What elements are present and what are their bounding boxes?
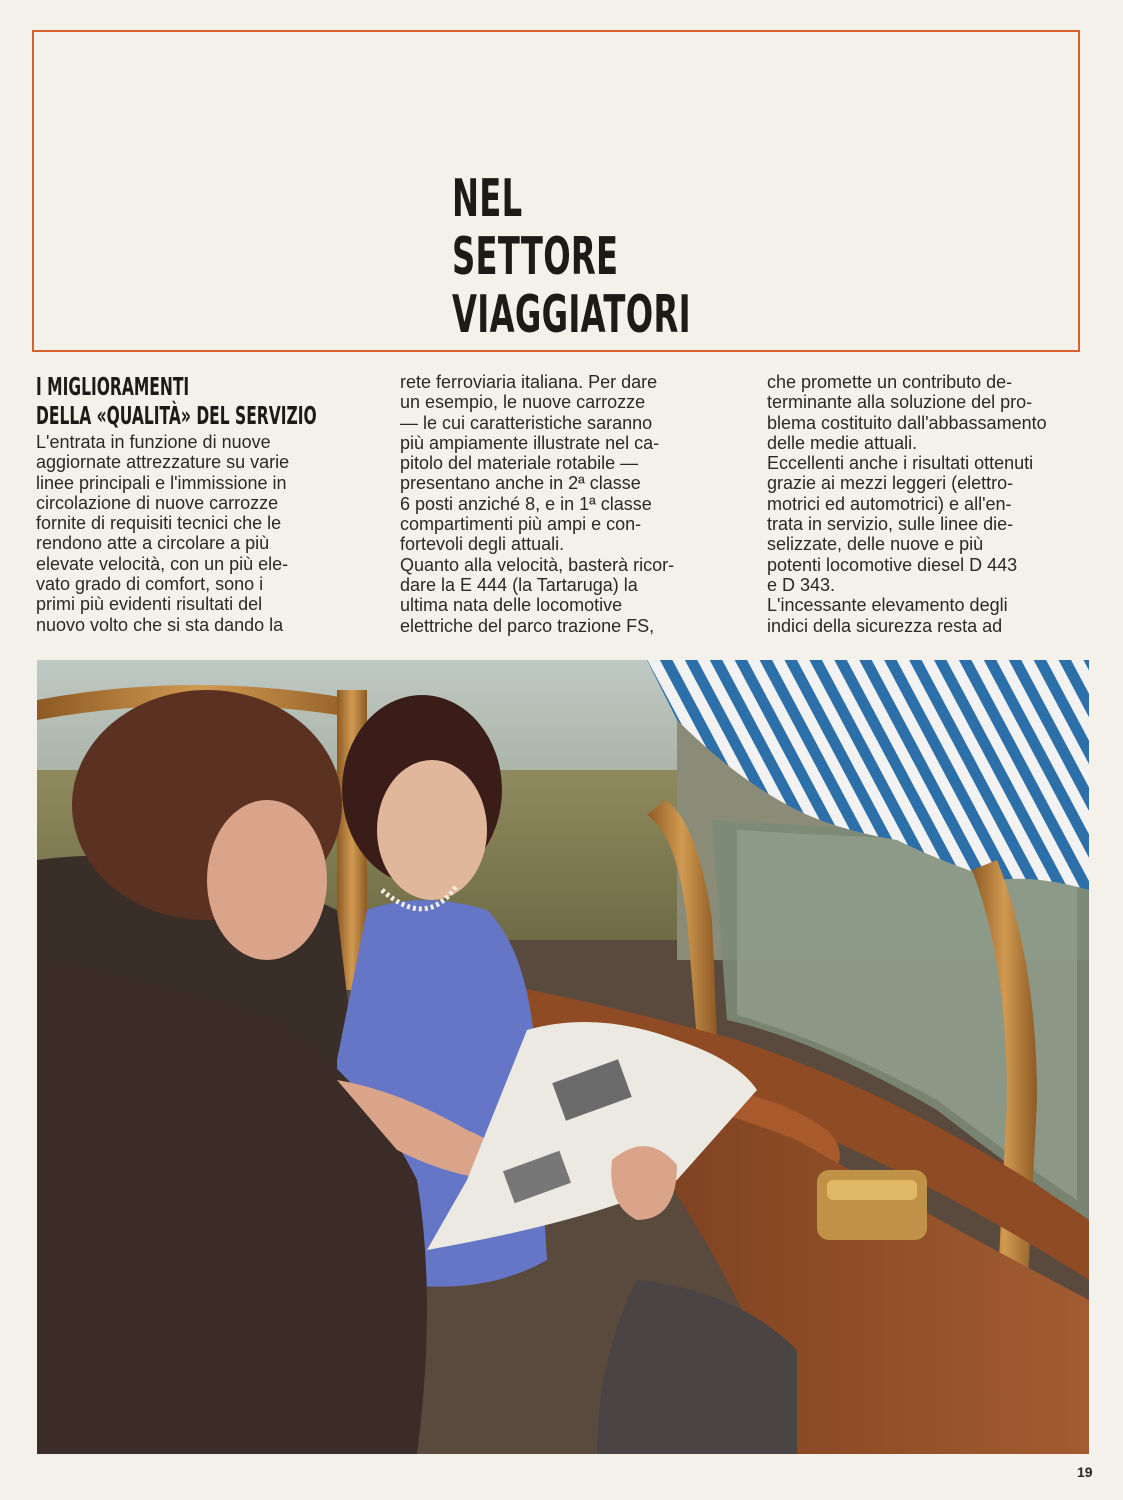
text-line: delle medie attuali. xyxy=(767,432,918,453)
text-line: Eccellenti anche i risultati ottenuti xyxy=(767,453,1034,474)
text-line: potenti locomotive diesel D 443 xyxy=(767,554,1018,575)
subhead-line-1: I MIGLIORAMENTI xyxy=(36,372,190,401)
text-line: terminante alla soluzione del pro- xyxy=(767,392,1033,413)
text-line: compartimenti più ampi e con- xyxy=(400,514,642,535)
text-line: primi più evidenti risultati del xyxy=(36,594,263,615)
text-line: — le cui caratteristiche saranno xyxy=(400,412,653,433)
text-line: fornite di requisiti tecnici che le xyxy=(36,513,282,534)
text-line: nuovo volto che si sta dando la xyxy=(36,614,284,635)
article-column-2 xyxy=(400,372,712,636)
text-line: che promette un contributo de- xyxy=(767,372,1013,392)
text-line: Quanto alla velocità, basterà ricor- xyxy=(400,554,675,575)
text-line: motrici ed automotrici) e all'en- xyxy=(767,493,1012,514)
text-line: trata in servizio, sulle linee die- xyxy=(767,514,1014,535)
text-line: presentano anche in 2ª classe xyxy=(400,473,641,494)
article-column-1 xyxy=(36,372,348,635)
text-line: aggiornate attrezzature su varie xyxy=(36,452,290,473)
article-column-3 xyxy=(767,372,1079,636)
text-line: fortevoli degli attuali. xyxy=(400,534,565,555)
text-line: L'entrata in funzione di nuove xyxy=(36,432,271,452)
text-line: e D 343. xyxy=(767,574,836,595)
page-title xyxy=(452,170,691,344)
text-line: selizzate, delle nuove e più xyxy=(767,534,984,555)
subhead-line-2: DELLA «QUALITÀ» DEL SERVIZIO xyxy=(36,401,317,430)
text-line: vato grado di comfort, sono i xyxy=(36,574,264,595)
text-line: ultima nata delle locomotive xyxy=(400,595,623,616)
text-line: elettriche del parco trazione FS, xyxy=(400,615,655,636)
title-line-3: VIAGGIATORI xyxy=(452,285,691,345)
text-line: dare la E 444 (la Tartaruga) la xyxy=(400,574,638,595)
text-line: rete ferroviaria italiana. Per dare xyxy=(400,372,658,392)
text-line: elevate velocità, con un più ele- xyxy=(36,553,289,574)
page-number: 19 xyxy=(1077,1464,1093,1480)
text-line: circolazione di nuove carrozze xyxy=(36,492,279,513)
text-line: 6 posti anziché 8, e in 1ª classe xyxy=(400,493,652,514)
title-line-2: SETTORE xyxy=(452,227,619,287)
text-line: pitolo del materiale rotabile — xyxy=(400,453,639,474)
text-line: grazie ai mezzi leggeri (elettro- xyxy=(767,473,1014,494)
text-line: un esempio, le nuove carrozze xyxy=(400,392,646,413)
text-line: rendono atte a circolare a più xyxy=(36,533,270,554)
text-line: più ampiamente illustrate nel ca- xyxy=(400,432,660,453)
title-line-1: NEL xyxy=(452,169,523,229)
text-line: linee principali e l'immissione in xyxy=(36,472,287,493)
text-line: indici della sicurezza resta ad xyxy=(767,615,1003,636)
text-line: blema costituito dall'abbassamento xyxy=(767,412,1047,433)
train-interior-photo xyxy=(37,660,1089,1454)
column-1-text xyxy=(36,432,348,635)
text-line: L'incessante elevamento degli xyxy=(767,595,1008,616)
section-subhead xyxy=(36,372,346,430)
